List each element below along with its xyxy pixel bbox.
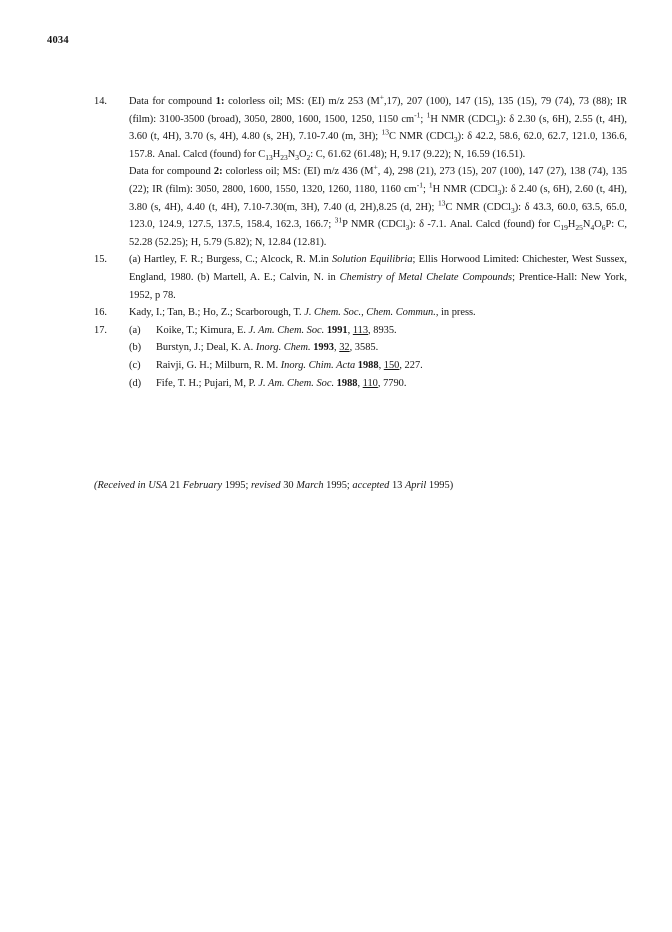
text: C NMR (CDCl xyxy=(388,131,454,143)
text: N xyxy=(287,148,296,160)
text: O xyxy=(594,219,602,231)
subscript: 13 xyxy=(265,152,273,162)
text: ; Prentice-Hall: New York, 1952, p 78. xyxy=(129,271,627,301)
reference-text xyxy=(156,375,627,393)
text: ): δ 2.30 (s, 6H), 2.55 (t, 4H), 3.60 (t, 4H), 3.70 (s, 4H), 4.80 (s, 2H), 7.10-7.40 (m, 3H); xyxy=(129,113,627,143)
journal-name: J. Am. Chem. Soc. xyxy=(258,377,335,389)
note-body xyxy=(129,322,627,392)
text: , xyxy=(378,359,384,371)
text: Hartley, F. R.; Burgess, C.; Alcock, R. M.in xyxy=(140,254,332,266)
text: P NMR (CDCl xyxy=(342,219,406,231)
note-number: 14. xyxy=(94,96,107,107)
year: 1988 xyxy=(355,359,379,371)
superscript: 1 xyxy=(426,110,431,120)
authors: Fife, T. H.; Pujari, M, P. xyxy=(156,377,259,389)
authors: Burstyn, J.; Deal, K. A. xyxy=(156,342,256,354)
text: H xyxy=(567,219,576,231)
pages: , 3585. xyxy=(349,342,379,354)
compound-2-data xyxy=(129,163,627,251)
journal-name: Inorg. Chem. xyxy=(255,342,311,354)
text: March xyxy=(296,480,324,491)
journal-name: J. Am. Chem. Soc. xyxy=(248,324,325,336)
note-body xyxy=(129,251,627,304)
subscript: 6 xyxy=(601,223,606,233)
volume: 113 xyxy=(352,324,369,336)
subscript: 3 xyxy=(510,205,515,215)
text: 21 xyxy=(167,480,183,491)
authors: Raivji, G. H.; Milburn, R. M. xyxy=(156,359,281,371)
superscript: + xyxy=(373,162,378,172)
text: Kady, I.; Tan, B.; Ho, Z.; Scarborough, T. xyxy=(129,307,305,319)
subscript: 3 xyxy=(497,188,502,198)
text: 1995) xyxy=(426,480,454,491)
text: : C, 61.62 (61.48); H, 9.17 (9.22); N, 16.59 (16.51). xyxy=(310,148,526,160)
sub-label: (b) xyxy=(129,342,142,354)
pages: , 8935. xyxy=(368,324,397,336)
book-title: Solution Equilibria xyxy=(331,254,413,266)
text: H NMR (CDCl xyxy=(432,183,498,195)
text: colorless oil; MS: (EI) m/z 436 (M xyxy=(222,166,374,178)
reference-item xyxy=(129,357,627,375)
compound-1-data xyxy=(129,93,627,163)
reference-text xyxy=(156,322,627,340)
superscript: 31 xyxy=(334,215,343,225)
journal-name: J. Chem. Soc., Chem. Commun. xyxy=(304,307,436,319)
text: ; xyxy=(422,183,429,195)
reference-item xyxy=(129,322,627,340)
text: ): δ 2.40 (s, 6H), 2.60 (t, 4H), 3.80 (s, 4H), 4.40 (t, 4H), 7.10-7.30(m, 3H), 7.40 (d, 2H),8.25 (d, 2H); xyxy=(129,183,627,213)
text: 13 xyxy=(389,480,405,491)
text: ): δ -7.1. Anal. Calcd (found) for C xyxy=(409,219,561,231)
reference-text xyxy=(156,357,627,375)
year: 1991 xyxy=(324,324,348,336)
year: 1993 xyxy=(310,342,335,354)
volume: 150 xyxy=(383,359,400,371)
note-14 xyxy=(94,93,627,251)
subscript: 4 xyxy=(590,223,595,233)
text: N xyxy=(582,219,591,231)
note-15 xyxy=(94,251,627,304)
text: (Received in USA xyxy=(94,480,168,491)
text: H xyxy=(272,148,281,160)
text: colorless oil; MS: (EI) m/z 253 (M xyxy=(224,96,380,107)
subscript: 25 xyxy=(575,223,583,233)
text: , xyxy=(347,324,353,336)
year: 1988 xyxy=(334,377,358,389)
journal-name: Inorg. Chim. Acta xyxy=(280,359,356,371)
sub-label: (d) xyxy=(129,377,142,389)
text: ,17), 207 (100), 147 (15), 135 (15), 79 (74), 73 (88); IR (film): 3100-3500 (broad), 3050, 2800, 1600, 1500, 1250, 1150 cm xyxy=(129,96,628,125)
compound-label: 2: xyxy=(213,166,223,178)
page-number: 4034 xyxy=(47,35,69,46)
text: accepted xyxy=(352,480,390,491)
sub-label: (a) xyxy=(129,254,141,266)
pages: , 7790. xyxy=(377,377,407,389)
volume: 32 xyxy=(339,342,350,354)
sub-label: (b) xyxy=(197,271,210,283)
text: H NMR (CDCl xyxy=(430,113,496,125)
text: C NMR (CDCl xyxy=(445,201,511,213)
subscript: 2 xyxy=(306,152,311,162)
received-dates xyxy=(94,480,453,491)
superscript: -1 xyxy=(416,180,423,190)
text: ; Ellis Horwood Limited: Chichester, West Sussex, England, 1980. xyxy=(129,254,627,283)
reference-text xyxy=(156,339,627,357)
notes-section xyxy=(94,93,627,392)
text: Martell, A. E.; Calvin, N. in xyxy=(209,271,340,283)
text: ): δ 43.3, 60.0, 63.5, 65.0, 123.0, 124.9, 127.5, 137.5, 158.4, 162.3, 166.7; xyxy=(129,201,628,231)
text: 1995; xyxy=(323,480,353,491)
subscript: 3 xyxy=(453,135,458,145)
subscript: 3 xyxy=(495,117,500,127)
subscript: 19 xyxy=(560,223,568,233)
superscript: -1 xyxy=(414,110,421,120)
text: , 4), 298 (21), 273 (15), 207 (100), 147 (27), 138 (74), 135 (22); IR (film): 3050, 2800, 1600, 1550, 1320, 1260, 1180, 1160 cm xyxy=(129,166,628,195)
text: ; xyxy=(420,113,427,125)
superscript: + xyxy=(379,92,385,102)
note-body xyxy=(129,304,627,322)
text: 30 xyxy=(280,480,297,491)
text: February xyxy=(182,480,223,491)
note-16 xyxy=(94,304,627,322)
volume: 110 xyxy=(362,377,378,389)
text: P: C, 52.28 (52.25); H, 5.79 (5.82); N, 12.84 (12.81). xyxy=(129,219,628,248)
text: Data for compound xyxy=(129,166,214,178)
reference-item xyxy=(129,339,627,357)
book-title: Chemistry of Metal Chelate Compounds xyxy=(339,271,513,283)
text: , xyxy=(357,377,363,389)
reference-item xyxy=(129,375,627,393)
pages: , 227. xyxy=(399,359,423,371)
note-body xyxy=(129,93,627,251)
superscript: 1 xyxy=(428,180,433,190)
authors: Koike, T.; Kimura, E. xyxy=(156,324,249,336)
note-17 xyxy=(94,322,627,392)
text: , in press. xyxy=(435,307,476,319)
text: revised xyxy=(251,480,281,491)
subscript: 3 xyxy=(295,152,299,162)
note-number: 17. xyxy=(94,324,107,336)
text: O xyxy=(299,148,307,160)
note-number: 16. xyxy=(94,307,107,319)
subscript: 3 xyxy=(405,223,410,233)
text: April xyxy=(404,480,427,491)
text: Data for compound xyxy=(129,96,216,107)
superscript: 13 xyxy=(437,198,446,208)
superscript: 13 xyxy=(381,127,389,137)
text: 1995; xyxy=(222,480,251,491)
text: , xyxy=(334,342,340,354)
sub-label: (a) xyxy=(129,324,141,336)
compound-label: 1: xyxy=(215,96,225,107)
sub-label: (c) xyxy=(129,359,141,371)
subscript: 23 xyxy=(280,152,288,162)
text: ): δ 42.2, 58.6, 62.0, 62.7, 121.0, 136.6, 157.8. Anal. Calcd (found) for C xyxy=(129,131,627,160)
note-number: 15. xyxy=(94,254,107,266)
